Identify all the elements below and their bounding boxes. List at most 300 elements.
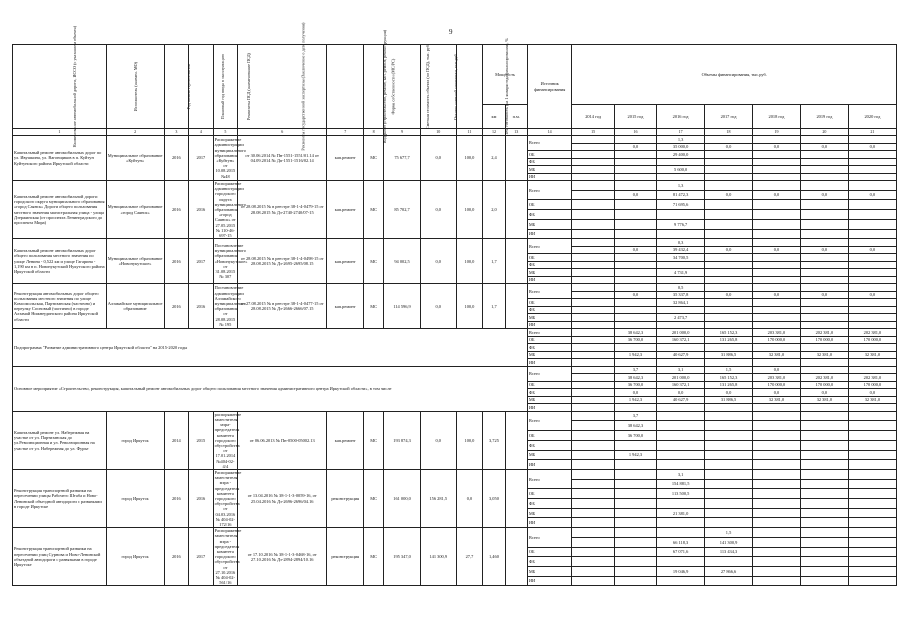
table-cell: [848, 528, 896, 538]
table-cell: [800, 181, 848, 191]
power-lm: [505, 528, 527, 586]
table-cell: [572, 246, 614, 254]
table-cell: [572, 567, 614, 577]
header-expertise: Реквизиты государственной экспертизы (Заключение о дате получения): [238, 45, 327, 129]
table-cell: [572, 460, 614, 470]
table-cell: [800, 499, 848, 509]
power-lm: [505, 181, 527, 239]
readiness: 100,0: [456, 411, 483, 469]
table-cell: [705, 239, 753, 247]
table-cell: [572, 229, 614, 239]
source-label: ОБ: [527, 381, 572, 389]
header-volume: Объемы финансирования, тыс.руб.: [572, 45, 897, 105]
table-cell: [800, 210, 848, 220]
psd-details: Распоряжение администрации городского округа муниципального образования «город Саянск» от 27.05.2015 № 110-46-697-15: [214, 181, 246, 239]
source-label: ФБ: [527, 440, 572, 450]
object-executor: город Иркутск: [106, 528, 164, 586]
table-cell: [848, 440, 896, 450]
source-label: ОБ: [527, 151, 572, 159]
table-cell: [614, 136, 656, 144]
table-cell: [800, 200, 848, 210]
value-cell: 36 700,0: [614, 431, 656, 441]
value-cell: [657, 359, 705, 367]
table-cell: [614, 151, 656, 159]
value-cell: [614, 547, 656, 557]
header-year: 2017 год: [705, 105, 753, 129]
column-number: 21: [848, 129, 896, 136]
work-type: кап.ремонт: [327, 239, 364, 284]
source-label: Всего: [527, 136, 572, 151]
table-cell: [800, 547, 848, 557]
table-cell: [614, 284, 656, 292]
value-cell: 39 432,4: [657, 246, 705, 254]
header-name: Наименование автомобильной дороги, ИССО (с указанием объекта): [13, 45, 107, 129]
table-cell: [572, 450, 614, 460]
power-km: 1,460: [483, 528, 505, 586]
table-cell: [572, 518, 614, 528]
source-label: Всего: [527, 329, 572, 337]
source-label: ФБ: [527, 306, 572, 314]
table-cell: [657, 321, 705, 329]
ownership: МС: [364, 469, 384, 527]
column-number: 10: [420, 129, 456, 136]
header-work-type: Вид работ (строительство, ремонт, кап. ремонт, реконструкция): [327, 45, 364, 129]
table-row: [13, 469, 897, 479]
table-cell: [800, 321, 848, 329]
table-cell: [800, 450, 848, 460]
table-cell: [572, 381, 614, 389]
table-cell: [572, 254, 614, 262]
table-cell: [657, 460, 705, 470]
value-cell: 31 886,5: [705, 396, 753, 404]
value-cell: 202 381,0: [800, 374, 848, 382]
power-km: 3,050: [483, 469, 505, 527]
table-cell: [800, 460, 848, 470]
table-cell: [572, 158, 614, 166]
value-cell: 1,5: [705, 366, 753, 374]
value-cell: 141 300,9: [705, 537, 753, 547]
column-number: 3: [164, 129, 189, 136]
table-cell: [848, 518, 896, 528]
source-label: МБ: [527, 450, 572, 460]
value-cell: 1,3: [657, 181, 705, 191]
table-cell: [753, 489, 801, 499]
table-cell: [800, 314, 848, 322]
table-cell: [657, 518, 705, 528]
value-cell: 0,0: [753, 246, 801, 254]
subprogram-title: Подпрограмма "Развитие административного центра Иркутской области" на 2015-2020 годы: [13, 329, 528, 367]
table-cell: [848, 239, 896, 247]
table-cell: [657, 440, 705, 450]
value-cell: [705, 421, 753, 431]
table-cell: [848, 269, 896, 277]
value-cell: 31 886,5: [705, 351, 753, 359]
table-cell: [800, 261, 848, 269]
column-number: 14: [527, 129, 572, 136]
value-cell: 21 381,0: [657, 508, 705, 518]
estimated-cost: 75 677,7: [384, 136, 421, 181]
source-label: ИИ: [527, 229, 572, 239]
readiness: 100,0: [456, 239, 483, 284]
psd-details: Распоряжение заместителя мэра - председателя комитета городского обустройства от 04.03.2016 № 404-02-172/16: [214, 469, 242, 527]
column-number: 12: [483, 129, 505, 136]
table-cell: [848, 431, 896, 441]
value-cell: [614, 528, 656, 538]
value-cell: 3,1: [657, 469, 705, 479]
table-cell: [572, 173, 614, 181]
table-cell: [614, 576, 656, 586]
end-year: 2016: [189, 181, 214, 239]
power-km: 1,7: [483, 239, 505, 284]
header-executor: Исполнитель (наимен. МО): [106, 45, 164, 129]
source-label: ФБ: [527, 261, 572, 269]
value-cell: 0,0: [614, 143, 656, 151]
table-cell: [572, 421, 614, 431]
source-label: ИИ: [527, 276, 572, 284]
table-cell: [572, 239, 614, 247]
table-cell: [657, 576, 705, 586]
table-cell: [614, 306, 656, 314]
table-cell: [800, 576, 848, 586]
table-cell: [572, 479, 614, 489]
table-cell: [572, 269, 614, 277]
table-cell: [657, 173, 705, 181]
table-cell: [848, 421, 896, 431]
table-cell: [705, 210, 753, 220]
table-cell: [848, 299, 896, 307]
value-cell: 0,0: [848, 143, 896, 151]
column-number: 16: [614, 129, 656, 136]
table-cell: [572, 336, 614, 344]
table-cell: [572, 469, 614, 479]
table-cell: [753, 210, 801, 220]
value-cell: 5 600,0: [657, 166, 705, 174]
header-year: 2016 год: [657, 105, 705, 129]
table-cell: [572, 276, 614, 284]
table-cell: [848, 411, 896, 421]
column-number: 7: [327, 129, 364, 136]
table-cell: [614, 173, 656, 181]
table-cell: [572, 508, 614, 518]
table-cell: [572, 181, 614, 191]
table-cell: [800, 306, 848, 314]
value-cell: 71 695,6: [657, 200, 705, 210]
table-cell: [614, 440, 656, 450]
end-year: 2016: [189, 469, 214, 527]
header-readiness: Тех. готовность (на 1 января года финансирования), %: [456, 45, 483, 129]
estimated-cost: 195 347,0: [384, 528, 421, 586]
financing-table: [12, 22, 897, 586]
ownership: МС: [364, 528, 384, 586]
table-cell: [800, 239, 848, 247]
table-cell: [848, 547, 896, 557]
start-year: 2016: [164, 469, 189, 527]
table-cell: [705, 299, 753, 307]
table-cell: [848, 460, 896, 470]
table-cell: [705, 306, 753, 314]
table-cell: [800, 489, 848, 499]
value-cell: 202 381,0: [848, 374, 896, 382]
table-cell: [753, 306, 801, 314]
table-cell: [614, 229, 656, 239]
ownership: МС: [364, 181, 384, 239]
table-row: [13, 411, 897, 421]
value-cell: [614, 508, 656, 518]
table-cell: [753, 431, 801, 441]
column-number: 20: [800, 129, 848, 136]
table-cell: [848, 166, 896, 174]
table-cell: [753, 440, 801, 450]
expertise-details: от 28.08.2015 № в реестре 38-1-4-0479-15 от 28.08.2015 № Дз-2740-2740/07-15: [238, 181, 327, 239]
value-cell: 203 381,0: [753, 374, 801, 382]
value-cell: [705, 359, 753, 367]
table-cell: [848, 173, 896, 181]
table-cell: [848, 151, 896, 159]
start-year: 2016: [164, 284, 189, 329]
readiness: 100,0: [456, 181, 483, 239]
value-cell: [614, 344, 656, 352]
work-type: реконструкция: [327, 528, 364, 586]
table-row: [13, 528, 897, 538]
table-cell: [753, 158, 801, 166]
object-name: Реконструкция транспортной развязки на пересечении улиц Сурнова и Ново-Ленинской объездной автодороги с развязками в городе Иркутске: [13, 528, 107, 586]
table-cell: [572, 557, 614, 567]
table-cell: [753, 269, 801, 277]
table-cell: [705, 200, 753, 210]
source-label: МБ: [527, 351, 572, 359]
source-label: ИИ: [527, 321, 572, 329]
table-cell: [848, 537, 896, 547]
value-cell: [753, 344, 801, 352]
table-cell: [614, 299, 656, 307]
table-cell: [614, 239, 656, 247]
column-number: 19: [753, 129, 801, 136]
table-cell: [800, 136, 848, 144]
value-cell: [614, 537, 656, 547]
estimated-cost: 161 000,0: [384, 469, 421, 527]
work-type: кап.ремонт: [327, 284, 364, 329]
table-cell: [705, 261, 753, 269]
table-cell: [705, 219, 753, 229]
header-end: Плановый год ввода в эксплуатацию: [189, 45, 214, 129]
value-cell: [657, 404, 705, 412]
table-cell: [753, 229, 801, 239]
table-cell: [753, 508, 801, 518]
work-type: реконструкция: [327, 469, 364, 527]
table-cell: [753, 200, 801, 210]
table-cell: [800, 254, 848, 262]
value-cell: 202 381,0: [848, 329, 896, 337]
table-cell: [572, 314, 614, 322]
value-cell: 0,0: [753, 291, 801, 299]
table-cell: [753, 499, 801, 509]
table-cell: [705, 229, 753, 239]
expertise-details: от 30.06.2014 № Пн-1551-1551/01.14 от 04.09.2014 № Дп-1551-1516/02.14: [238, 136, 327, 181]
table-cell: [753, 254, 801, 262]
object-name: Реконструкция автомобильных дорог общего пользования местного значения по улице Комсомольская, Партизанская (частично) и переулку Сосновый (частично) в городе Алзамай Нижнеудинского района Иркутской области: [13, 284, 107, 329]
value-cell: 0,0: [848, 246, 896, 254]
table-cell: [848, 557, 896, 567]
table-cell: [800, 431, 848, 441]
end-year: 2016: [189, 284, 214, 329]
source-label: ФБ: [527, 158, 572, 166]
value-cell: 0,0: [848, 291, 896, 299]
value-cell: 160 372,1: [657, 336, 705, 344]
estimated-cost: 193 874,3: [384, 411, 421, 469]
value-cell: 170 000,0: [753, 381, 801, 389]
header-year: 2015 год: [614, 105, 656, 129]
end-year: 2015: [189, 411, 214, 469]
column-number: 6: [238, 129, 327, 136]
source-label: ФБ: [527, 344, 572, 352]
table-cell: [848, 576, 896, 586]
table-cell: [800, 469, 848, 479]
table-cell: [753, 181, 801, 191]
table-cell: [848, 229, 896, 239]
table-row: [13, 366, 897, 374]
table-cell: [572, 404, 614, 412]
value-cell: 0,0: [800, 190, 848, 200]
table-cell: [753, 136, 801, 144]
table-cell: [657, 557, 705, 567]
remaining-cost: 0,0: [420, 181, 456, 239]
table-cell: [848, 181, 896, 191]
value-cell: 32 381,0: [753, 351, 801, 359]
header-year: 2020 год: [848, 105, 896, 129]
header-ownership: Форма собственности (МС/РС): [364, 45, 384, 129]
table-cell: [572, 431, 614, 441]
ownership: МС: [364, 284, 384, 329]
table-cell: [753, 284, 801, 292]
source-label: МБ: [527, 396, 572, 404]
table-cell: [848, 158, 896, 166]
table-cell: [753, 450, 801, 460]
value-cell: 38 642,3: [614, 421, 656, 431]
table-cell: [614, 261, 656, 269]
table-cell: [848, 314, 896, 322]
table-cell: [572, 321, 614, 329]
value-cell: 0,0: [705, 246, 753, 254]
column-number: 2: [106, 129, 164, 136]
header-source: Источник финансирования: [527, 45, 572, 129]
source-label: МБ: [527, 166, 572, 174]
page-number: 9: [449, 28, 453, 36]
value-cell: 131 265,8: [705, 381, 753, 389]
value-cell: 38 642,3: [614, 329, 656, 337]
source-label: МБ: [527, 219, 572, 229]
remaining-cost: 156 281,5: [420, 469, 456, 527]
value-cell: [657, 450, 705, 460]
power-lm: [505, 284, 527, 329]
value-cell: 40 627,9: [657, 351, 705, 359]
value-cell: [705, 431, 753, 441]
value-cell: [800, 404, 848, 412]
source-label: ОБ: [527, 299, 572, 307]
psd-details: Распоряжение администрации муниципального образования «Куйтун» от 10.08.2015 №48: [214, 137, 246, 179]
value-cell: 160 372,1: [657, 381, 705, 389]
table-cell: [848, 284, 896, 292]
source-label: Всего: [527, 411, 572, 430]
table-cell: [705, 518, 753, 528]
start-year: 2016: [164, 181, 189, 239]
table-cell: [800, 508, 848, 518]
source-label: ИИ: [527, 576, 572, 586]
table-cell: [572, 489, 614, 499]
table-cell: [705, 158, 753, 166]
column-number: 9: [384, 129, 421, 136]
table-cell: [572, 166, 614, 174]
expertise-details: от 28.08.2015 № в реестре 38-1-4-0498-15 от 28.08.2015 № Дз-2695-2695/08.15: [238, 239, 327, 284]
table-cell: [848, 567, 896, 577]
table-cell: [753, 219, 801, 229]
table-cell: [705, 136, 753, 144]
value-cell: [614, 359, 656, 367]
value-cell: [705, 489, 753, 499]
value-cell: 3,7: [614, 411, 656, 421]
source-label: ИИ: [527, 359, 572, 367]
table-cell: [614, 276, 656, 284]
value-cell: [705, 344, 753, 352]
table-cell: [753, 151, 801, 159]
table-cell: [848, 261, 896, 269]
table-cell: [753, 567, 801, 577]
table-cell: [705, 284, 753, 292]
table-cell: [657, 158, 705, 166]
table-row: [13, 329, 897, 337]
value-cell: 0,0: [800, 291, 848, 299]
start-year: 2016: [164, 239, 189, 284]
psd-details: распоряжение заместителя мэра-председателя комитета городского обустройства от 17.01.2014 №404-02-4/4: [214, 411, 242, 469]
header-year: 2014 год: [572, 105, 614, 129]
value-cell: 0,0: [614, 291, 656, 299]
value-cell: [800, 344, 848, 352]
source-label: ОБ: [527, 336, 572, 344]
table-row: [13, 181, 897, 191]
value-cell: 170 000,0: [848, 381, 896, 389]
table-cell: [572, 440, 614, 450]
table-cell: [572, 143, 614, 151]
table-cell: [800, 421, 848, 431]
column-number: 18: [705, 129, 753, 136]
object-name: Капитальный ремонт автомобильных дорог по ул. Ивушкина, ул. Вагонщиков в п. Куйтун Куйтунского района Иркутской области: [13, 136, 107, 181]
value-cell: [657, 431, 705, 441]
table-cell: [848, 210, 896, 220]
expertise-details: от 27.08.2015 № в реестре 38-1-4-0477-15 от 28.08.2015 № Дз-2666-2666/07.15: [238, 284, 327, 329]
source-label: ОБ: [527, 547, 572, 557]
table-cell: [753, 469, 801, 479]
expertise-details: от 06.06.2013 № Пн-0500-05002.13: [238, 411, 327, 469]
object-executor: город Иркутск: [106, 469, 164, 527]
value-cell: 170 000,0: [800, 381, 848, 389]
table-cell: [800, 366, 848, 374]
psd-details: Постановление муниципального образования «Новонукутское» от 31.08.2015 № 307: [213, 239, 238, 284]
table-cell: [800, 229, 848, 239]
table-cell: [753, 518, 801, 528]
column-number: 17: [657, 129, 705, 136]
value-cell: [657, 411, 705, 421]
source-label: ФБ: [527, 210, 572, 220]
table-cell: [800, 219, 848, 229]
table-cell: [572, 374, 614, 382]
column-number: 11: [456, 129, 483, 136]
table-cell: [753, 321, 801, 329]
power-lm: [505, 411, 527, 469]
table-cell: [800, 528, 848, 538]
column-number: 15: [572, 129, 614, 136]
table-cell: [572, 329, 614, 337]
start-year: 2014: [164, 411, 189, 469]
remaining-cost: 0,0: [420, 411, 456, 469]
